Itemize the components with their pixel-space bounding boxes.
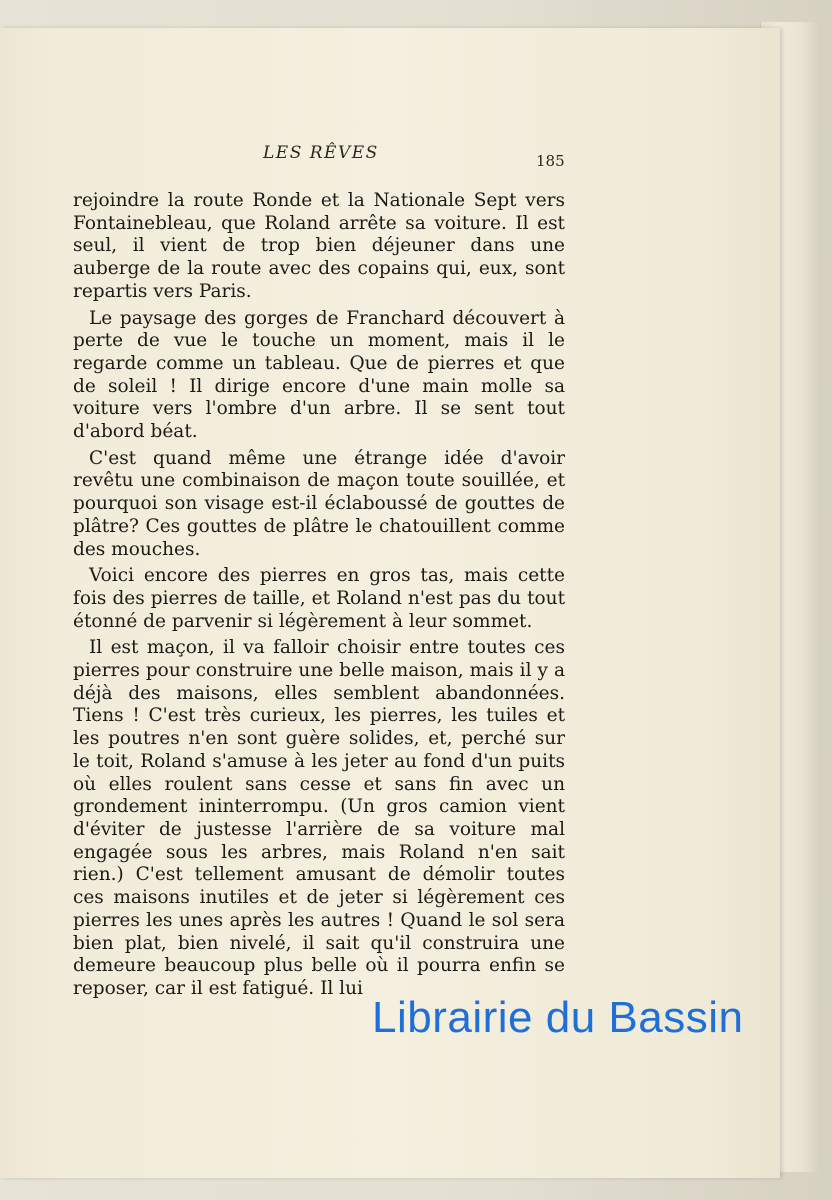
page-number: 185 [536,152,565,170]
paragraph-1: rejoindre la route Ronde et la Nationale Sept vers Fontainebleau, que Roland arrête sa voiture. Il est seul, il vient de trop bien déjeuner dans une auberge de la route avec des copains qui, eux, sont repartis vers Paris. [73,190,565,302]
body-text [73,190,565,1001]
watermark-text: Librairie du Bassin [372,993,744,1042]
paragraph-4: Voici encore des pierres en gros tas, mais cette fois des pierres de taille, et Roland n'est pas du tout étonné de parvenir si légèrement à leur sommet. [73,565,565,632]
paragraph-2: Le paysage des gorges de Franchard découvert à perte de vue le touche un moment, mais il le regarde comme un tableau. Que de pierres et que de soleil ! Il dirige encore d'une main molle sa voiture vers l'ombre d'un arbre. Il se sent tout d'abord béat. [73,307,565,443]
paragraph-5: Il est maçon, il va falloir choisir entre toutes ces pierres pour construire une belle maison, mais il y a déjà des maisons, elles semblent abandonnées. Tiens ! C'est très curieux, les pierres, les tuiles et les poutres n'en sont guère solides, et, perché sur le toit, Roland s'amuse à les jeter au fond d'un puits où elles roulent sans cesse et sans fin avec un grondement ininterrompu. (Un gros camion vient d'éviter de justesse l'arrière de sa voiture mal engagée sous les arbres, mais Roland n'en sait rien.) C'est tellement amusant de démolir toutes ces maisons inutiles et de jeter si légèrement ces pierres les unes après les autres ! Quand le sol sera bien plat, bien nivelé, il sait qu'il construira une demeure beaucoup plus belle où il pourra enfin se reposer, car il est fatigué. Il lui [73,637,565,999]
paragraph-3: C'est quand même une étrange idée d'avoir revêtu une combinaison de maçon toute souillée, et pourquoi son visage est-il éclaboussé de gouttes de plâtre? Ces gouttes de plâtre le chatouillent comme des mouches. [73,447,565,560]
running-head: LES RÊVES [263,143,379,163]
